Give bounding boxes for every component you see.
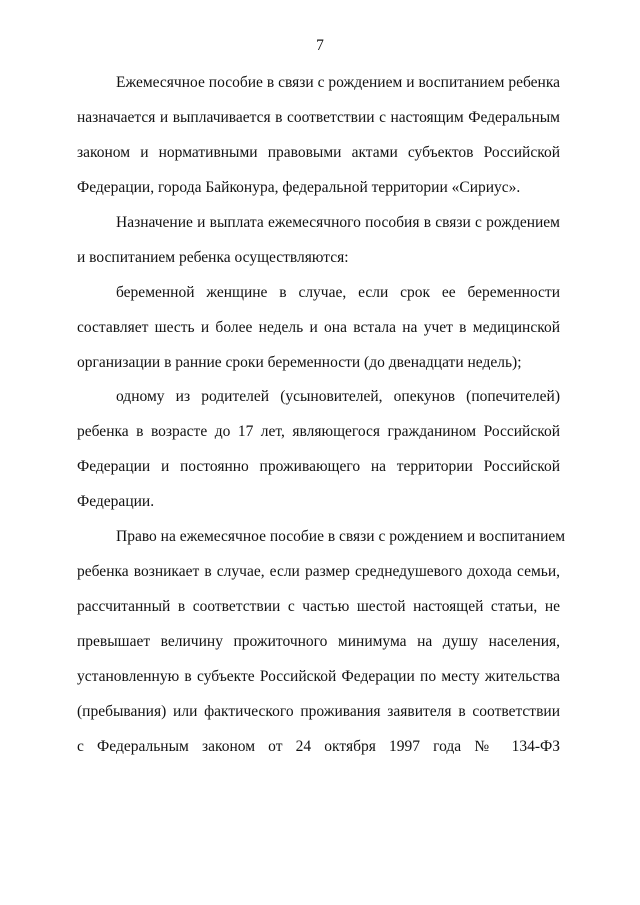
paragraph-5-line-2: ребенка возникает в случае, если размер среднедушевого дохода семьи, [77,563,560,580]
paragraph-5-line-4: превышает величину прожиточного минимума на душу населения, [77,633,560,650]
paragraph-1-line-2: назначается и выплачивается в соответствии с настоящим Федеральным [77,109,560,126]
paragraph-1-line-3: законом и нормативными правовыми актами субъектов Российской [77,144,560,161]
paragraph-1-line-1: Ежемесячное пособие в связи с рождением и воспитанием ребенка [116,74,560,91]
paragraph-4-line-3: Федерации и постоянно проживающего на территории Российской [77,458,560,475]
paragraph-3-line-1: беременной женщине в случае, если срок ее беременности [116,284,560,301]
paragraph-2-line-1: Назначение и выплата ежемесячного пособия в связи с рождением [116,214,560,231]
paragraph-1-line-4: Федерации, города Байконура, федеральной территории «Сириус». [77,179,521,196]
paragraph-5-line-7: с Федеральным законом от 24 октября 1997 года № 134-ФЗ [77,738,560,755]
paragraph-3-line-3: организации в ранние сроки беременности (до двенадцати недель); [77,354,522,371]
paragraph-4-line-2: ребенка в возрасте до 17 лет, являющегося гражданином Российской [77,423,560,440]
paragraph-5-line-5: установленную в субъекте Российской Федерации по месту жительства [77,668,560,685]
paragraph-2-line-2: и воспитанием ребенка осуществляются: [77,249,349,266]
paragraph-3-line-2: составляет шесть и более недель и она встала на учет в медицинской [77,319,560,336]
paragraph-4-line-1: одному из родителей (усыновителей, опекунов (попечителей) [116,388,560,405]
page-number: 7 [316,37,324,54]
paragraph-4-line-4: Федерации. [77,493,155,510]
paragraph-5-line-1: Право на ежемесячное пособие в связи с рождением и воспитанием [116,528,566,545]
paragraph-5-line-6: (пребывания) или фактического проживания заявителя в соответствии [77,703,560,720]
paragraph-5-line-3: рассчитанный в соответствии с частью шестой настоящей статьи, не [77,598,560,615]
